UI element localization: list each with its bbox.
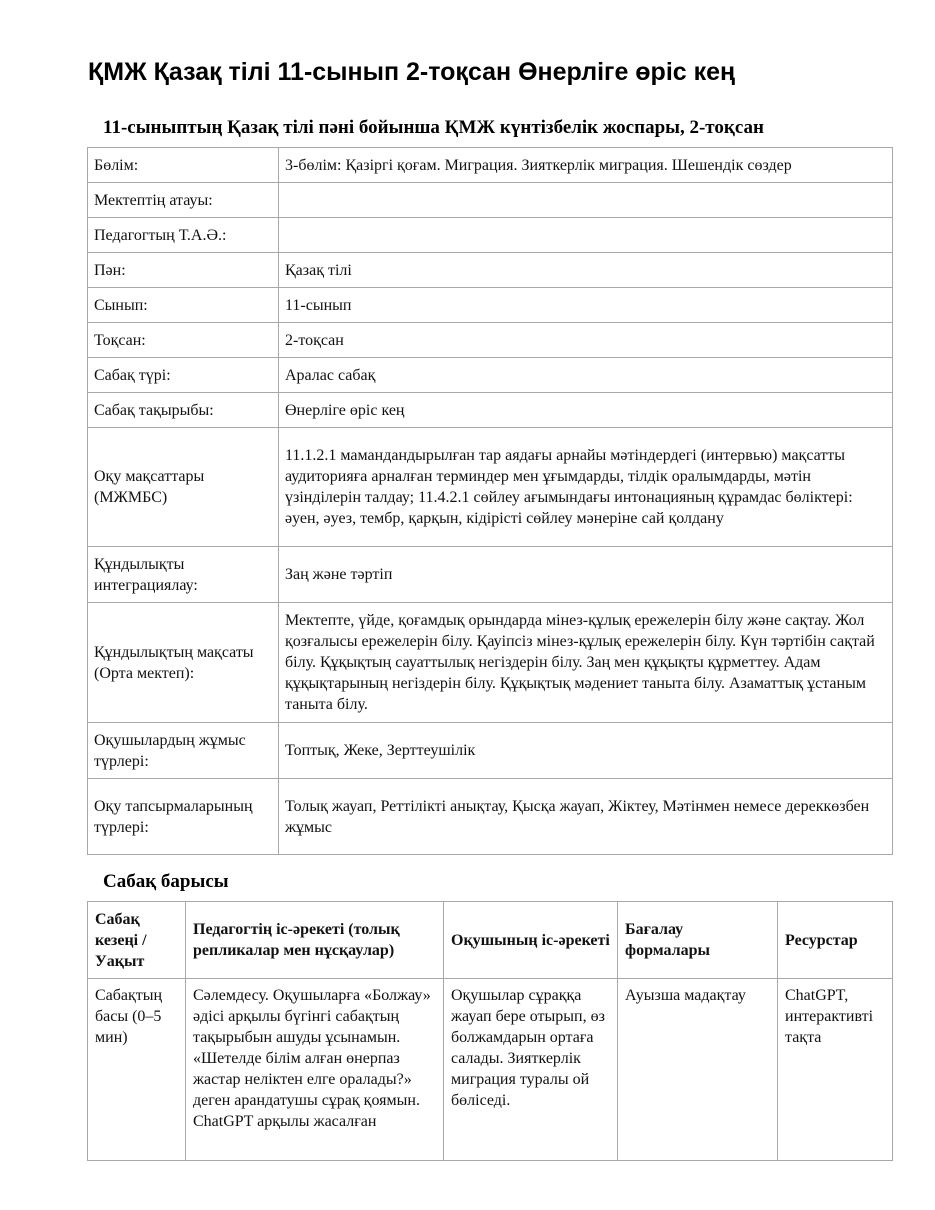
column-header: Оқушының іс-әрекеті bbox=[444, 902, 618, 979]
table-row bbox=[88, 603, 893, 723]
table-row bbox=[88, 148, 893, 183]
row-value: Мектепте, үйде, қоғамдық орындарда мінез-құлық ережелерін білу және сақтау. Жол қозғалысы ережелерін білу. Қауіпсіз мінез-құлық ережелерін білу. Күн тәртібін сақтай білу. Құқықтың сауаттылық негіздерін білу. Заң мен құқықты құрметтеу. Адам құқықтарының негіздерін білу. Құқықтық мәдениет таныта білу. Азаматтық ұстаным таныта білу. bbox=[279, 603, 893, 723]
table-cell: Сабақтың басы (0–5 мин) bbox=[88, 979, 186, 1161]
row-label: Құндылықты интеграциялау: bbox=[88, 547, 279, 603]
row-value bbox=[279, 218, 893, 253]
row-label: Тоқсан: bbox=[88, 323, 279, 358]
table-row bbox=[88, 358, 893, 393]
column-header: Бағалау формалары bbox=[618, 902, 778, 979]
table-cell: Оқушылар сұраққа жауап бере отырып, өз болжамдарын ортаға салады. Зияткерлік миграция туралы ой бөліседі. bbox=[444, 979, 618, 1161]
table-row bbox=[88, 323, 893, 358]
plan-heading: 11-сыныптың Қазақ тілі пәні бойынша ҚМЖ күнтізбелік жоспары, 2-тоқсан bbox=[103, 117, 764, 138]
table-row bbox=[88, 183, 893, 218]
row-value: Заң және тәртіп bbox=[279, 547, 893, 603]
row-value: 2-тоқсан bbox=[279, 323, 893, 358]
row-value: Өнерлiге өрiс кең bbox=[279, 393, 893, 428]
page-title: ҚМЖ Қазақ тілі 11-сынып 2-тоқсан Өнерлiге өрiс кең bbox=[88, 58, 736, 86]
process-heading: Сабақ барысы bbox=[103, 871, 229, 892]
row-value: Топтық, Жеке, Зерттеушілік bbox=[279, 723, 893, 779]
table-cell: Ауызша мадақтау bbox=[618, 979, 778, 1161]
row-value: 11.1.2.1 мамандандырылған тар аядағы арнайы мәтіндердегі (интервью) мақсатты аудиторияға арналған терминдер мен ұғымдарды, тілдік оралымдарды, мәтін үзінділерін талдау; 11.4.2.1 сөйлеу ағымындағы интонацияның құрамдас бөліктері: әуен, әуез, тембр, қарқын, кідірісті сөйлеу мәнеріне сай қолдану bbox=[279, 428, 893, 547]
row-label: Пән: bbox=[88, 253, 279, 288]
table-row bbox=[88, 723, 893, 779]
table-row bbox=[88, 979, 893, 1161]
column-header: Ресурстар bbox=[778, 902, 893, 979]
table-row bbox=[88, 393, 893, 428]
table-cell: ChatGPT, интерактивті тақта bbox=[778, 979, 893, 1161]
column-header: Сабақ кезеңі / Уақыт bbox=[88, 902, 186, 979]
row-label: Сынып: bbox=[88, 288, 279, 323]
row-label: Педагогтың Т.А.Ә.: bbox=[88, 218, 279, 253]
row-label: Сабақ түрі: bbox=[88, 358, 279, 393]
row-value bbox=[279, 183, 893, 218]
column-header: Педагогтің іс-әрекеті (толық репликалар мен нұсқаулар) bbox=[186, 902, 444, 979]
row-value: Толық жауап, Реттілікті анықтау, Қысқа жауап, Жіктеу, Мәтінмен немесе дереккөзбен жұмыс bbox=[279, 779, 893, 855]
table-cell: Сәлемдесу. Оқушыларға «Болжау» әдісі арқылы бүгінгі сабақтың тақырыбын ашуды ұсынамын. «Шетелде білім алған өнерпаз жастар неліктен елге оралады?» деген арандатушы сұрақ қоямын. ChatGPT арқылы жасалған bbox=[186, 979, 444, 1161]
row-label: Оқу мақсаттары (МЖМБС) bbox=[88, 428, 279, 547]
lesson-process-table bbox=[87, 901, 893, 1161]
row-value: 11-сынып bbox=[279, 288, 893, 323]
row-label: Оқу тапсырмаларының түрлері: bbox=[88, 779, 279, 855]
lesson-info-table bbox=[87, 147, 893, 855]
row-value: Қазақ тілі bbox=[279, 253, 893, 288]
table-row bbox=[88, 547, 893, 603]
table-row bbox=[88, 428, 893, 547]
row-label: Оқушылардың жұмыс түрлері: bbox=[88, 723, 279, 779]
row-label: Бөлім: bbox=[88, 148, 279, 183]
table-header-row bbox=[88, 902, 893, 979]
row-value: 3-бөлім: Қазіргі қоғам. Миграция. Зияткерлік миграция. Шешендік сөздер bbox=[279, 148, 893, 183]
table-row bbox=[88, 288, 893, 323]
table-row bbox=[88, 218, 893, 253]
table-row bbox=[88, 779, 893, 855]
row-value: Аралас сабақ bbox=[279, 358, 893, 393]
row-label: Сабақ тақырыбы: bbox=[88, 393, 279, 428]
table-row bbox=[88, 253, 893, 288]
row-label: Құндылықтың мақсаты (Орта мектеп): bbox=[88, 603, 279, 723]
row-label: Мектептің атауы: bbox=[88, 183, 279, 218]
